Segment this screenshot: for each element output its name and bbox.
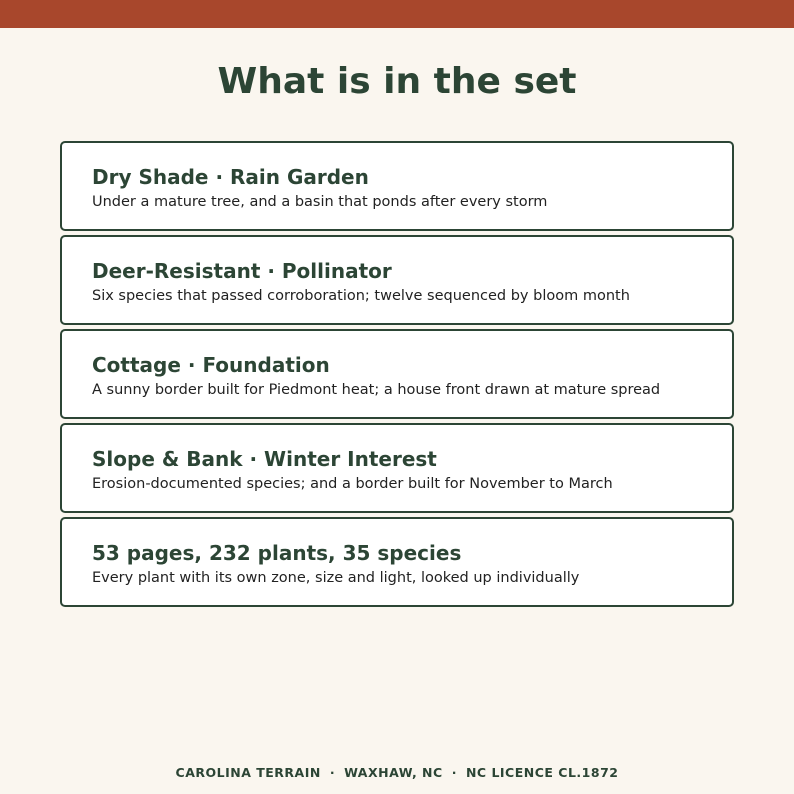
- card-dry-shade-rain-garden: [60, 141, 734, 231]
- card-description: Erosion-documented species; and a border built for November to March: [92, 476, 613, 492]
- card-title: Dry Shade · Rain Garden: [92, 165, 369, 189]
- card-title: 53 pages, 232 plants, 35 species: [92, 541, 462, 565]
- footer-brand: CAROLINA TERRAIN: [175, 765, 321, 780]
- card-cottage-foundation: [60, 329, 734, 419]
- card-slope-bank-winter-interest: [60, 423, 734, 513]
- card-description: A sunny border built for Piedmont heat; a house front drawn at mature spread: [92, 382, 661, 398]
- card-description: Every plant with its own zone, size and light, looked up individually: [92, 570, 580, 586]
- footer-separator: ·: [451, 765, 457, 780]
- card-title: Deer-Resistant · Pollinator: [92, 259, 392, 283]
- card-deer-resistant-pollinator: [60, 235, 734, 325]
- card-description: Six species that passed corroboration; twelve sequenced by bloom month: [92, 288, 630, 304]
- page-title: What is in the set: [217, 61, 577, 102]
- footer-separator: ·: [329, 765, 336, 780]
- top-accent-band: [0, 0, 794, 28]
- card-set-summary: [60, 517, 734, 607]
- footer: [0, 764, 794, 782]
- card-description: Under a mature tree, and a basin that ponds after every storm: [92, 194, 548, 210]
- card-title: Slope & Bank · Winter Interest: [92, 447, 437, 471]
- card-title: Cottage · Foundation: [92, 353, 330, 377]
- card-list: [60, 141, 734, 611]
- footer-location: WAXHAW, NC: [344, 765, 443, 780]
- footer-licence: NC LICENCE CL.1872: [465, 765, 619, 780]
